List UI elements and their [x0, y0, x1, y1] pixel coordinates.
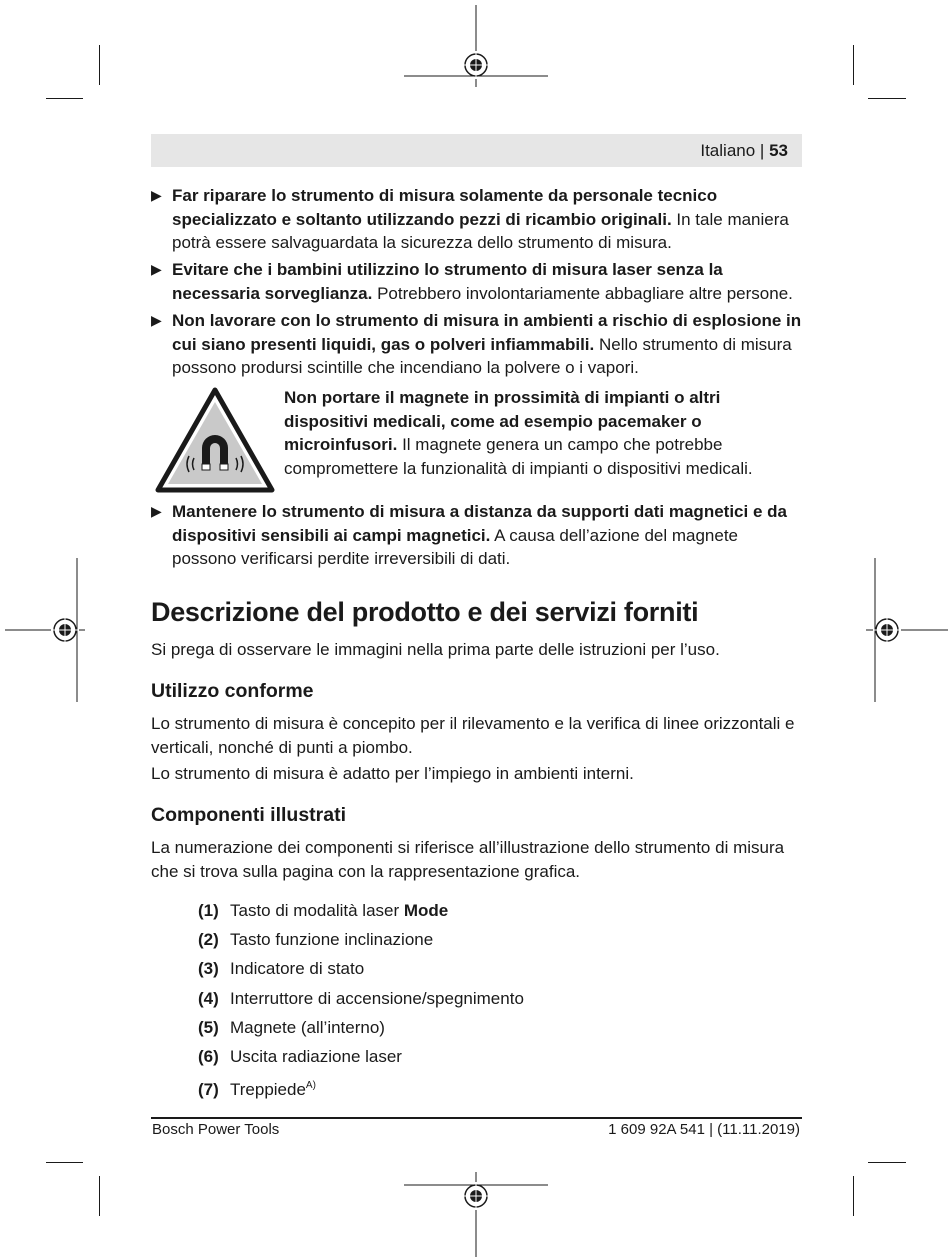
registration-mark-left-icon	[5, 558, 85, 702]
bullet-text	[172, 184, 802, 255]
bullet-arrow-icon: ▶	[151, 312, 162, 328]
item-number: (4)	[198, 988, 219, 1008]
item-number: (7)	[198, 1080, 219, 1100]
item-label: Indicatore di stato	[230, 959, 365, 979]
item-number: (3)	[198, 959, 219, 979]
crop-mark	[46, 1162, 83, 1163]
crop-mark	[868, 1162, 906, 1163]
item-number: (1)	[198, 901, 219, 920]
footer-doc-number: 1 609 92A 541 | (11.11.2019)	[608, 1121, 800, 1138]
footer-divider	[151, 1117, 802, 1119]
header-text	[700, 141, 788, 161]
item-label: Magnete (all’interno)	[230, 1017, 385, 1037]
item-number: (2)	[198, 930, 219, 950]
intended-use-para-2: Lo strumento di misura è adatto per l’impiego in ambienti interni.	[151, 764, 634, 783]
item-label: Tasto di modalità laser	[230, 901, 404, 920]
registration-mark-bottom-icon	[404, 1172, 548, 1257]
page-number: 53	[769, 141, 788, 160]
crop-mark	[868, 98, 906, 99]
registration-mark-right-icon	[866, 558, 948, 702]
bullet-normal-text: In tale maniera potrà essere salvaguardata la sicurezza dello strumento di misura.	[172, 209, 789, 252]
header-language: Italiano	[700, 141, 756, 160]
list-item	[198, 1015, 798, 1044]
list-item	[198, 1044, 798, 1073]
bullet-text	[172, 500, 802, 571]
bullet-text	[172, 309, 802, 380]
bullet-arrow-icon: ▶	[151, 261, 162, 277]
page-header	[151, 134, 802, 167]
bullet-arrow-icon: ▶	[151, 187, 162, 203]
item-label: Interruttore di accensione/spegnimento	[230, 988, 524, 1008]
bullet-normal-text: A causa dell’azione del magnete possono verificarsi perdite irreversibili di dati.	[172, 525, 739, 568]
crop-mark	[99, 1176, 100, 1216]
bullet-bold-text: Non lavorare con lo strumento di misura in ambienti a rischio di esplosione in cui siano presenti liquidi, gas o polveri infiammabili.	[172, 311, 802, 354]
components-list	[198, 898, 798, 1102]
crop-mark	[46, 98, 83, 99]
item-footnote-marker: A)	[305, 1080, 316, 1092]
bullet-normal-text: Nello strumento di misura possono prodursi scintille che incendiano la polvere o i vapori.	[172, 334, 792, 377]
registration-mark-top-icon	[404, 5, 548, 87]
bullet-text	[172, 258, 802, 305]
magnet-warning-icon	[154, 386, 276, 494]
item-bold-suffix: Mode	[403, 901, 449, 920]
item-label: Uscita radiazione laser	[230, 1046, 402, 1066]
warning-normal-text: Il magnete genera un campo che potrebbe compromettere la funzionalità di impianti o dispositivi medicali.	[284, 435, 753, 478]
list-item	[198, 986, 798, 1015]
header-separator: |	[759, 141, 765, 160]
list-item	[198, 898, 798, 927]
section-title: Descrizione del prodotto e dei servizi forniti	[151, 597, 699, 627]
intended-use-para-1: Lo strumento di misura è concepito per il rilevamento e la verifica di linee orizzontali e verticali, nonché di punti a piombo.	[151, 714, 795, 757]
components-intro: La numerazione dei componenti si riferisce all’illustrazione dello strumento di misura che si trova sulla pagina con la rappresentazione grafica.	[151, 838, 785, 881]
components-heading: Componenti illustrati	[151, 804, 346, 826]
list-item	[198, 927, 798, 956]
list-item	[198, 1073, 798, 1102]
intended-use-heading: Utilizzo conforme	[151, 680, 314, 702]
crop-mark	[853, 1176, 854, 1216]
crop-mark	[99, 45, 100, 85]
section-intro: Si prega di osservare le immagini nella prima parte delle istruzioni per l’uso.	[151, 640, 720, 659]
bullet-bold-text: Mantenere lo strumento di misura a distanza da supporti dati magnetici e da dispositivi sensibili ai campi magnetici.	[172, 502, 787, 545]
magnet-warning-text	[284, 386, 802, 480]
crop-mark	[853, 45, 854, 85]
bullet-bold-text: Far riparare lo strumento di misura solamente da personale tecnico specializzato e soltanto utilizzando pezzi di ricambio originali.	[172, 186, 718, 229]
bullet-bold-text: Evitare che i bambini utilizzino lo strumento di misura laser senza la necessaria sorveglianza.	[172, 260, 723, 303]
item-label: Treppiede	[230, 1080, 306, 1100]
warning-bold-text: Non portare il magnete in prossimità di impianti o altri dispositivi medicali, come ad esempio pacemaker o microinfusori.	[284, 388, 721, 454]
item-number: (6)	[198, 1046, 219, 1066]
magnet-warning	[151, 386, 802, 496]
bullet-normal-text: Potrebbero involontariamente abbagliare altre persone.	[372, 283, 793, 303]
bullet-arrow-icon: ▶	[151, 503, 162, 519]
item-label: Tasto funzione inclinazione	[230, 930, 434, 950]
list-item	[198, 956, 798, 985]
footer-brand: Bosch Power Tools	[152, 1121, 280, 1138]
item-number: (5)	[198, 1017, 219, 1037]
